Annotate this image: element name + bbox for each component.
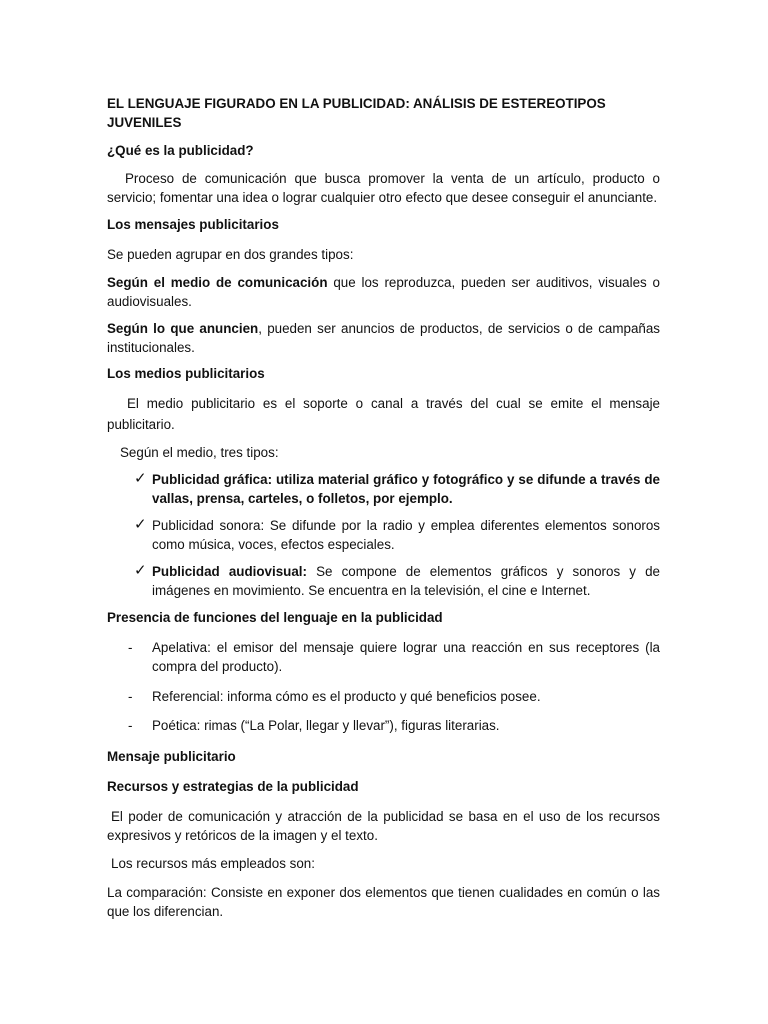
heading-mensajes-publicitarios: Los mensajes publicitarios — [107, 217, 279, 232]
text-publicidad-sonora: Publicidad sonora: Se difunde por la radio y emplea diferentes elementos sonoros como música, voces, efectos especiales. — [152, 518, 660, 552]
paragraph-segun-medio — [107, 273, 660, 311]
text-publicidad-audiovisual: Se compone de elementos gráficos y sonoros y de imágenes en movimiento. Se encuentra en la televisión, el cine e Internet. — [152, 564, 660, 598]
text-poetica: Poética: rimas (“La Polar, llegar y llevar”), figuras literarias. — [152, 718, 500, 733]
text-apelativa: Apelativa: el emisor del mensaje quiere lograr una reacción en sus receptores (la compra del producto). — [152, 640, 660, 674]
text-segun-anuncien: , pueden ser anuncios de productos, de servicios o de campañas institucionales. — [107, 321, 660, 355]
list-item-publicidad-sonora — [107, 516, 660, 554]
list-item-poetica — [107, 716, 660, 735]
list-item-publicidad-grafica — [107, 470, 660, 508]
heading-que-es-publicidad: ¿Qué es la publicidad? — [107, 143, 254, 158]
bold-segun-medio: Según el medio de comunicación — [107, 275, 328, 290]
paragraph-recursos-intro: Los recursos más empleados son: — [111, 856, 315, 871]
paragraph-tres-tipos: Según el medio, tres tipos: — [120, 445, 279, 460]
paragraph-segun-anuncien — [107, 319, 660, 357]
checkmark-icon: ✓ — [134, 516, 147, 533]
text-segun-medio: que los reproduzca, pueden ser auditivos, visuales o audiovisuales. — [107, 275, 660, 309]
dash-bullet: - — [128, 718, 133, 733]
bold-segun-anuncien: Según lo que anuncien — [107, 321, 259, 336]
paragraph-medio-publicitario: El medio publicitario es el soporte o canal a través del cual se emite el mensaje publicitario. — [107, 396, 660, 432]
paragraph-poder-comunicacion: El poder de comunicación y atracción de la publicidad se basa en el uso de los recursos expresivos y retóricos de la imagen y el texto. — [107, 809, 660, 843]
dash-bullet: - — [128, 640, 133, 655]
document-title: EL LENGUAJE FIGURADO EN LA PUBLICIDAD: ANÁLISIS DE ESTEREOTIPOS JUVENILES — [107, 96, 606, 130]
checkmark-icon: ✓ — [134, 562, 147, 579]
heading-recursos-estrategias: Recursos y estrategias de la publicidad — [107, 779, 359, 794]
paragraph-comparacion: La comparación: Consiste en exponer dos elementos que tienen cualidades en común o las que los diferencian. — [107, 885, 660, 919]
bold-publicidad-audiovisual: Publicidad audiovisual: — [152, 564, 307, 579]
heading-medios-publicitarios: Los medios publicitarios — [107, 366, 265, 381]
list-item-publicidad-audiovisual — [107, 562, 660, 600]
list-item-referencial — [107, 687, 660, 706]
checkmark-icon: ✓ — [134, 470, 147, 487]
bold-publicidad-grafica: Publicidad gráfica: utiliza material gráfico y fotográfico y se difunde a través de vallas, prensa, carteles, o folletos, por ejemplo. — [152, 472, 660, 506]
list-item-apelativa — [107, 638, 660, 676]
document-page — [107, 84, 660, 921]
heading-funciones-lenguaje: Presencia de funciones del lenguaje en la publicidad — [107, 610, 443, 625]
dash-bullet: - — [128, 689, 133, 704]
text-referencial: Referencial: informa cómo es el producto y qué beneficios posee. — [152, 689, 541, 704]
paragraph-definicion: Proceso de comunicación que busca promover la venta de un artículo, producto o servicio; fomentar una idea o lograr cualquier otro efecto que desee conseguir el anunciante. — [107, 171, 660, 205]
heading-mensaje-publicitario: Mensaje publicitario — [107, 749, 236, 764]
paragraph-tipos-intro: Se pueden agrupar en dos grandes tipos: — [107, 247, 354, 262]
